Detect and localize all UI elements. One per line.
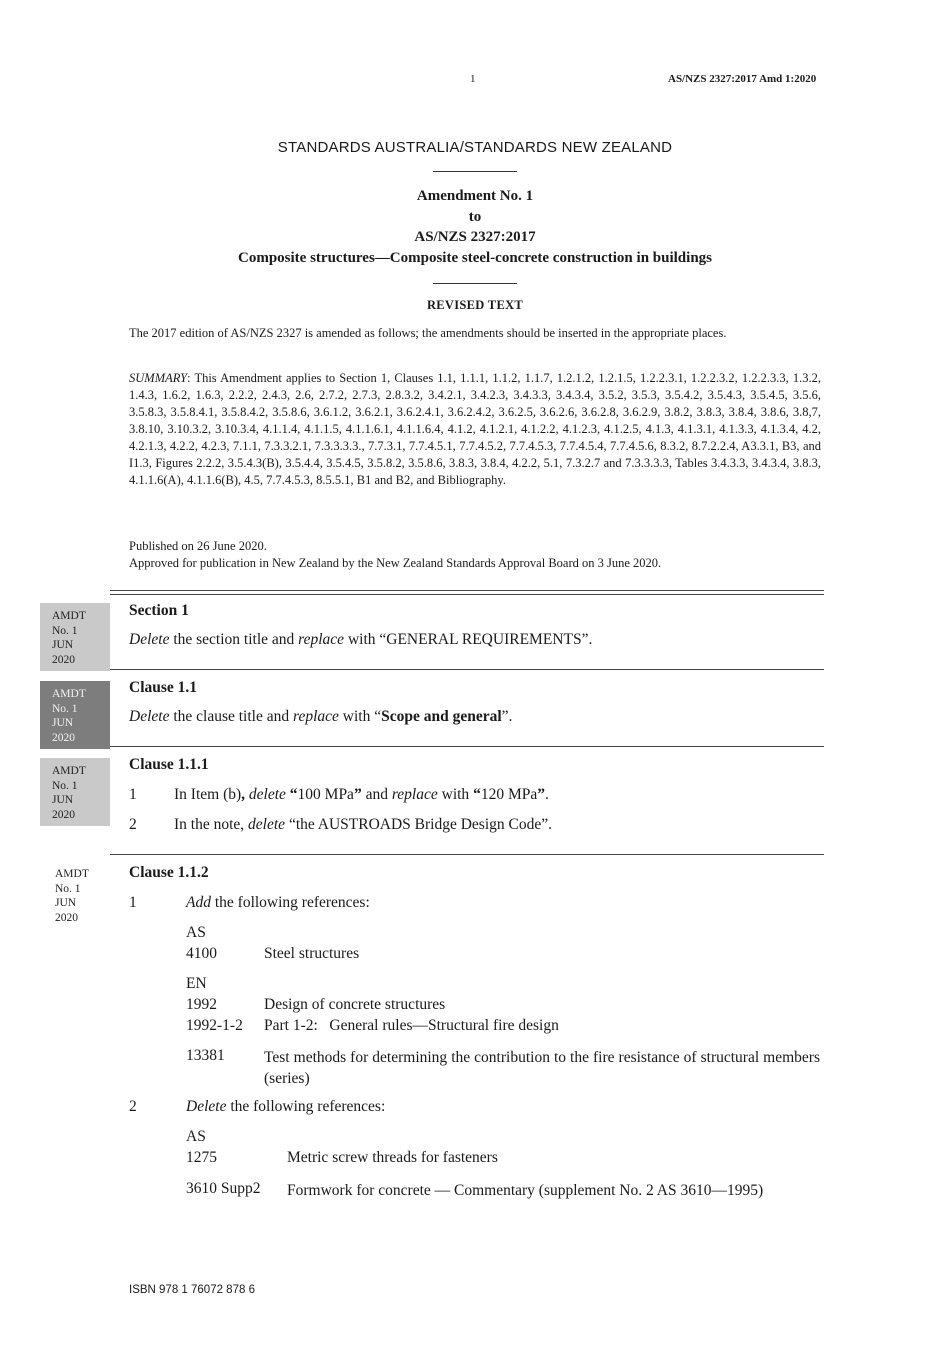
approval-statement: Approved for publication in New Zealand by the New Zealand Standards Approval Board on 3 June 2020. xyxy=(129,556,662,570)
section-1-heading: Section 1 xyxy=(129,602,189,619)
reference-group-label: AS xyxy=(186,924,206,941)
item-number: 2 xyxy=(129,816,137,833)
section-double-rule xyxy=(110,590,824,595)
amendment-to: to xyxy=(468,209,482,225)
clause-1-1-1-item-2: In the note, delete “the AUSTROADS Bridge Design Code”. xyxy=(174,816,552,833)
item-number: 1 xyxy=(129,786,137,803)
clause-1-1-2-item-2: Delete the following references: xyxy=(186,1098,386,1115)
divider xyxy=(110,669,824,670)
title-divider-bottom xyxy=(433,283,517,284)
reference-code: 1992 xyxy=(186,996,217,1013)
reference-title: Design of concrete structures xyxy=(264,996,446,1013)
clause-1-1-2-item-1: Add the following references: xyxy=(186,894,370,911)
amdt-tag: AMDT No. 1 JUN 2020 xyxy=(55,868,89,924)
reference-code: 3610 Supp2 xyxy=(186,1180,261,1197)
amdt-tag: AMDT No. 1 JUN 2020 xyxy=(40,758,110,826)
reference-code: 1275 xyxy=(186,1149,217,1166)
section-1-instruction: Delete the section title and replace with “GENERAL REQUIREMENTS”. xyxy=(129,631,593,648)
reference-title: Steel structures xyxy=(264,945,360,962)
published-date: Published on 26 June 2020. xyxy=(129,539,267,553)
clause-1-1-instruction: Delete the clause title and replace with “Scope and general”. xyxy=(129,708,513,725)
reference-title: Metric screw threads for fasteners xyxy=(287,1149,498,1166)
reference-title: Formwork for concrete — Commentary (supplement No. 2 AS 3610—1995) xyxy=(287,1182,764,1199)
intro-paragraph: The 2017 edition of AS/NZS 2327 is amended as follows; the amendments should be inserted in the appropriate places. xyxy=(129,326,727,340)
reference-code: 4100 xyxy=(186,945,217,962)
clause-1-1-2-heading: Clause 1.1.2 xyxy=(129,864,209,881)
reference-code: 1992-1-2 xyxy=(186,1017,243,1034)
isbn: ISBN 978 1 76072 878 6 xyxy=(129,1284,255,1296)
amendment-title: Amendment No. 1 xyxy=(416,188,534,204)
divider xyxy=(110,854,824,855)
clause-1-1-1-heading: Clause 1.1.1 xyxy=(129,756,209,773)
document-id: AS/NZS 2327:2017 Amd 1:2020 xyxy=(668,73,817,85)
reference-group-label: AS xyxy=(186,1128,206,1145)
organization-title: STANDARDS AUSTRALIA/STANDARDS NEW ZEALAND xyxy=(277,139,673,156)
reference-title: Test methods for determining the contribution to the fire resistance of structural members (series) xyxy=(264,1049,820,1087)
amdt-tag: AMDT No. 1 JUN 2020 xyxy=(40,603,110,671)
clause-1-1-1-item-1: In Item (b), delete “100 MPa” and replace with “120 MPa”. xyxy=(174,786,549,803)
summary-paragraph xyxy=(129,370,821,489)
item-number: 1 xyxy=(129,894,137,911)
page-number: 1 xyxy=(470,73,476,85)
reference-code: 13381 xyxy=(186,1047,225,1064)
summary-label: SUMMARY xyxy=(129,371,188,385)
clause-1-1-heading: Clause 1.1 xyxy=(129,679,198,696)
standard-number: AS/NZS 2327:2017 xyxy=(414,229,536,245)
standard-title: Composite structures—Composite steel-concrete construction in buildings xyxy=(238,250,712,266)
title-divider-top xyxy=(433,171,517,172)
summary-text: : This Amendment applies to Section 1, Clauses 1.1, 1.1.1, 1.1.2, 1.1.7, 1.2.1.2, 1.2.1.5, 1.2.2.3.1, 1.2.2.3.2, 1.2.2.3.3, 1.3.2, 1.4.3, 1.6.2, 1.6.3, 2.2.2, 2.4.3, 2.6, 2.7.2, 2.7.3, 2.8.3.2, 3.4.2.1, 3.4.2.3, 3.4.3.3, 3.4.3.4, 3.5.2, 3.5.3, 3.5.4.2, 3.5.4.3, 3.5.4.5, 3.5.6, 3.5.8.3, 3.5.8.4.1, 3.5.8.4.2, 3.5.8.6, 3.6.1.2, 3.6.2.1, 3.6.2.4.1, 3.6.2.4.2, 3.6.2.5, 3.6.2.6, 3.6.2.8, 3.6.2.9, 3.8.2, 3.8.3, 3.8.4, 3.8.6, 3.8,7, 3.8.10, 3.10.3.2, 3.10.3.4, 4.1.1.4, 4.1.1.5, 4.1.1.6.1, 4.1.1.6.4, 4.1.2, 4.1.2.1, 4.1.2.2, 4.1.2.3, 4.1.2.5, 4.1.3, 4.1.3.1, 4.1.3.3, 4.1.3.4, 4.2, 4.2.1.3, 4.2.2, 4.2.3, 7.1.1, 7.3.3.2.1, 7.3.3.3.3., 7.7.3.1, 7.7.4.5.1, 7.7.4.5.2, 7.7.4.5.3, 7.7.4.5.4, 7.7.4.5.6, 8.3.2, 8.7.2.2.4, A3.3.1, B3, and I1.3, Figures 2.2.2, 3.5.4.3(B), 3.5.4.4, 3.5.4.5, 3.5.8.2, 3.5.8.6, 3.8.3, 3.8.4, 4.2.2, 5.1, 7.3.2.7 and 7.3.3.3.3, Tables 3.4.3.3, 3.4.3.4, 3.8.3, 4.1.1.6(A), 4.1.1.6(B), 4.5, 7.7.4.5.3, 8.5.5.1, B1 and B2, and Bibliography. xyxy=(129,371,821,487)
item-number: 2 xyxy=(129,1098,137,1115)
revised-text-heading: REVISED TEXT xyxy=(426,298,524,312)
amdt-tag: AMDT No. 1 JUN 2020 xyxy=(40,681,110,749)
divider xyxy=(110,746,824,747)
reference-group-label: EN xyxy=(186,975,207,992)
reference-title: Part 1-2: General rules—Structural fire design xyxy=(264,1017,559,1034)
